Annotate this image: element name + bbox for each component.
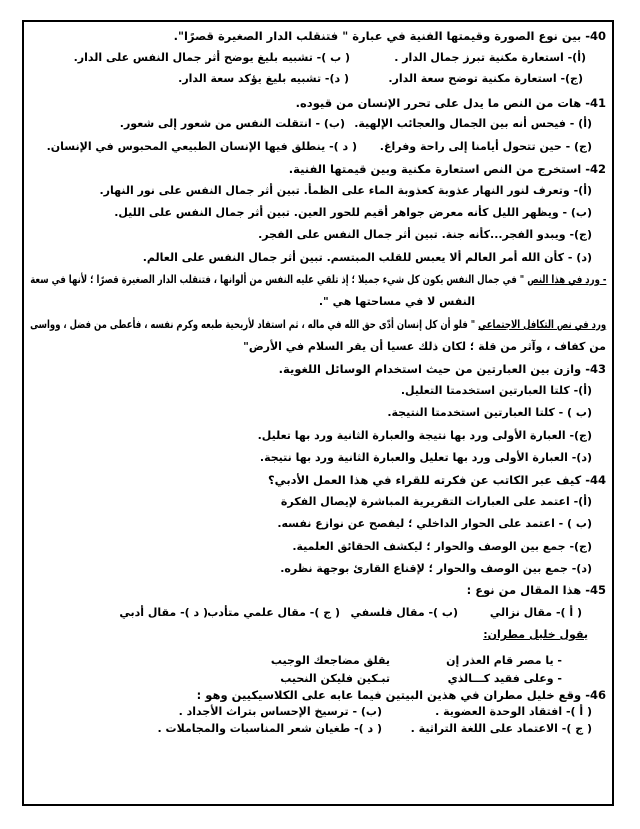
poem-verse-2-second-hemistich: تبـكين فليكن النحيب <box>280 672 390 685</box>
question-43: 43- وازن بين العبارتين من حيث استخدام الوسائل اللغوية. <box>278 362 606 376</box>
q40-option-d[interactable]: ( د)- تشبيه بليغ يؤكد سعة الدار. <box>178 72 349 85</box>
q40-option-b[interactable]: ( ب )- تشبيه بليغ يوضح أثر جمال النفس على الدار. <box>73 51 350 64</box>
passage-2-line-1 <box>30 318 606 332</box>
poem-intro: يقول خليل مطران: <box>483 628 588 641</box>
q43-option-c[interactable]: (ج)- العبارة الأولى ورد بها نتيجة والعبارة الثانية ورد بها تعليل. <box>257 429 592 442</box>
q46-option-b[interactable]: (ب) - ترسيخ الإحساس بتراث الأجداد . <box>178 705 382 718</box>
q41-option-c[interactable]: (ج) - حين تتحول أيامنا إلى راحة وفراغ. <box>379 140 592 153</box>
poem-verse-1-second-hemistich: يقلق مضاجعك الوجيب <box>270 654 390 667</box>
passage-1-line-1 <box>30 273 606 287</box>
q41-option-b[interactable]: (ب) - انتقلت النفس من شعور إلى شعور. <box>119 117 345 130</box>
passage-2-text: " فلو أن كل إنسان أدّى حق الله في ماله ، ثم استفاد لأريحية طبعه وكرم نفسه ، فأعطى من فضل ، وواسى <box>29 318 478 331</box>
q40-option-a[interactable]: (أ)- استعارة مكنية تبرز جمال الدار . <box>394 51 586 64</box>
q44-option-a[interactable]: (أ)- اعتمد على العبارات التقريرية المباشرة لإيصال الفكرة <box>280 495 592 508</box>
q42-option-c[interactable]: (ج)- ويبدو الفجر...كأنه جنة. تبين أثر جمال النفس على الفجر. <box>258 228 592 241</box>
question-40: 40- بين نوع الصورة وقيمتها الفنية في عبارة " فتنقلب الدار الصغيرة قصرًا". <box>173 29 606 43</box>
q43-option-d[interactable]: (د)- العبارة الأولى ورد بها تعليل والعبارة الثانية ورد بها نتيجة. <box>259 451 592 464</box>
q46-option-c[interactable]: ( ج )- الاعتماد على اللغة التراثية . <box>410 722 592 735</box>
passage-1-line-2: النفس لا في مساحتها هي ". <box>318 295 475 308</box>
poem-verse-2-first-hemistich: - وعلى فقيد كـــالذي <box>447 672 562 685</box>
q44-option-d[interactable]: (د)- جمع بين الوصف والحوار ؛ لإقناع القارئ بوجهة نظره. <box>280 562 592 575</box>
passage-1-label: - ورد في هذا النص <box>526 273 606 286</box>
q41-option-a[interactable]: (أ) - فيحس أنه بين الجمال والعجائب الإلهية. <box>354 117 592 130</box>
question-46: 46- وقع خليل مطران في هذين البيتين فيما عابه على الكلاسيكيين وهو : <box>196 688 606 702</box>
question-44: 44- كيف عبر الكاتب عن فكرته للقراء في هذا العمل الأدبي؟ <box>268 473 606 487</box>
q44-option-b[interactable]: (ب ) - اعتمد على الحوار الداخلي ؛ ليفصح عن نوازع نفسه. <box>277 517 592 530</box>
question-45: 45- هذا المقال من نوع : <box>466 583 606 597</box>
q42-option-b[interactable]: (ب) - ويظهر الليل كأنه معرض جواهر أقيم للحور العين. تبين أثر جمال النفس على الليل. <box>114 206 592 219</box>
question-41: 41- هات من النص ما يدل على تحرر الإنسان من قيوده. <box>295 96 606 110</box>
poem-verse-1-first-hemistich: - يا مصر قام العذر إن <box>446 654 562 667</box>
passage-1-text: " في جمال النفس يكون كل شيء جميلا ؛ إذ تلقي عليه النفس من ألوانها ، فتنقلب الدار الصغيرة قصرًا ؛ لأنها في سعة <box>29 273 527 286</box>
q45-option-b[interactable]: (ب )- مقال فلسفي <box>350 606 458 619</box>
q40-option-c[interactable]: (ج)- استعارة مكنية توضح سعة الدار. <box>388 72 583 85</box>
question-42: 42- استخرج من النص استعارة مكنية وبين قيمتها الفنية. <box>288 162 606 176</box>
q45-option-a[interactable]: ( أ )- مقال نزالي <box>489 606 582 619</box>
q42-option-d[interactable]: (د) - كأن الله أمر العالم ألا يعبس للقلب المبتسم. تبين أثر جمال النفس على العالم. <box>142 251 592 264</box>
q43-option-a[interactable]: (أ)- كلتا العبارتين استخدمتا التعليل. <box>400 384 592 397</box>
q41-option-d[interactable]: ( د )- ينطلق فيها الإنسان الطبيعي المحبوس في الإنسان. <box>46 140 357 153</box>
q45-option-c[interactable]: ( ج )- مقال علمي متأدب <box>207 606 340 619</box>
passage-2-line-2: من كفاف ، وآثر من قلة ؛ لكان ذلك عسيا أن يقر السلام في الأرض" <box>243 340 606 353</box>
q46-option-d[interactable]: ( د )- طغيان شعر المناسبات والمجاملات . <box>157 722 382 735</box>
q43-option-b[interactable]: (ب ) - كلتا العبارتين استخدمتا النتيجة. <box>387 406 592 419</box>
q46-option-a[interactable]: ( أ )- افتقاد الوحدة العضوية . <box>435 705 592 718</box>
passage-2-label: ورد في نص التكافل الاجتماعي <box>477 318 606 331</box>
q44-option-c[interactable]: (ج)- جمع بين الوصف والحوار ؛ ليكشف الحقائق العلمية. <box>292 540 592 553</box>
q45-option-d[interactable]: ( د )- مقال أدبي <box>119 606 208 619</box>
q42-option-a[interactable]: (أ)- وتعرف لنور النهار عذوبة كعذوبة الماء على الظمأ. تبين أثر جمال النفس على نور النهار. <box>99 184 592 197</box>
